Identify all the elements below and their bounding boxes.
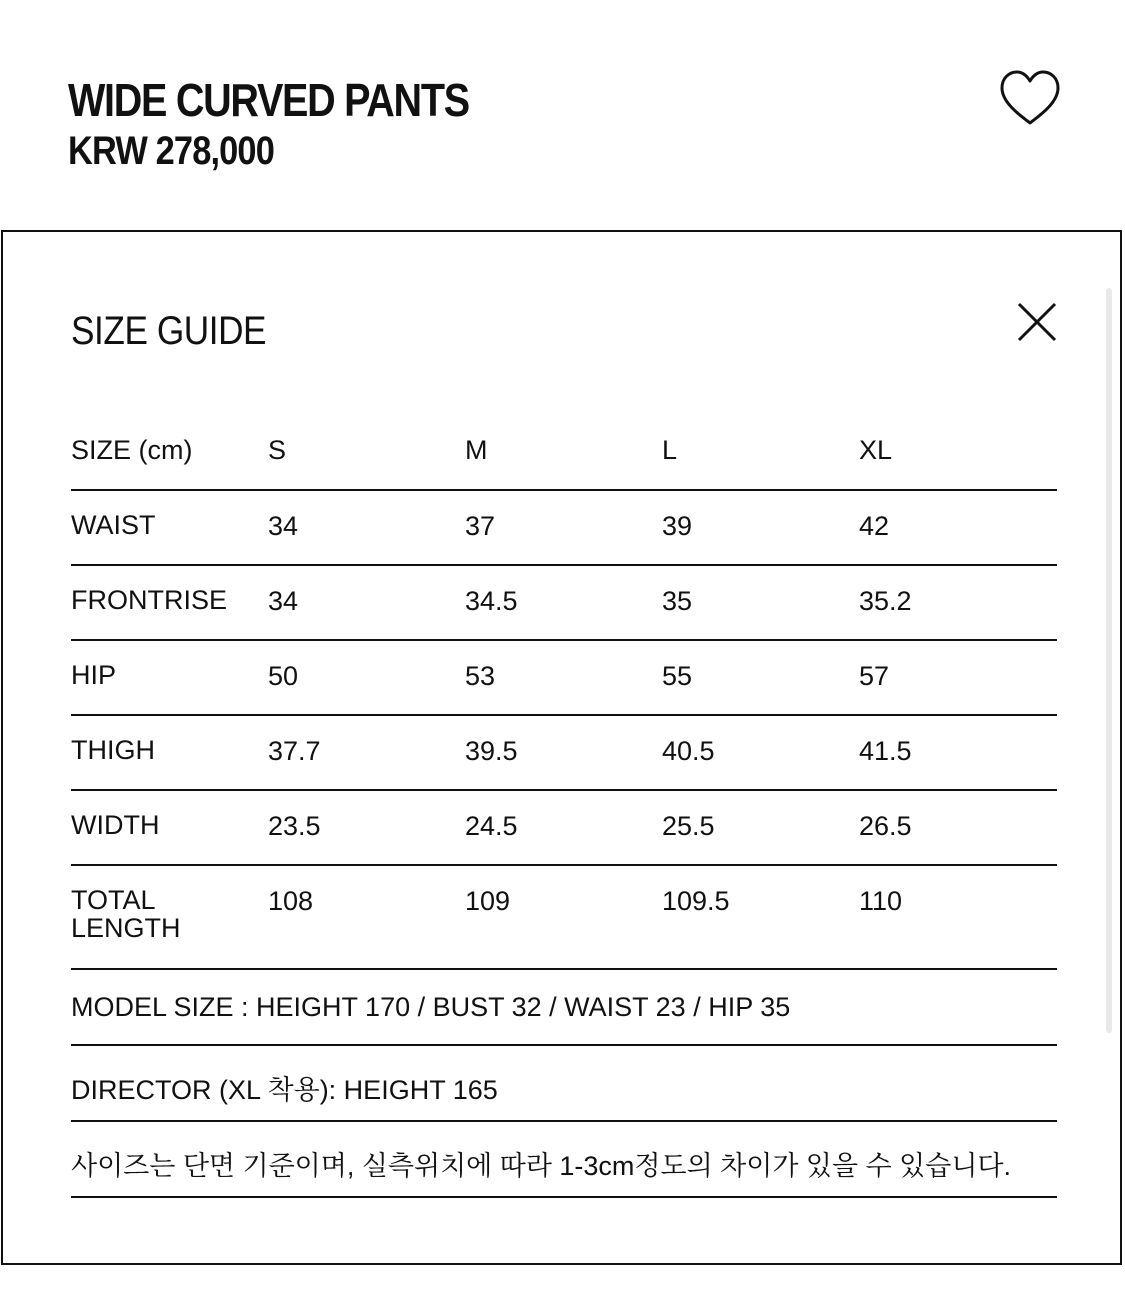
cell-value: 26.5 [859, 790, 1057, 865]
row-label-line: TOTAL [71, 885, 156, 915]
cell-value: 108 [268, 865, 465, 969]
header-size-m: M [465, 407, 662, 490]
cell-value: 57 [859, 640, 1057, 715]
cell-value: 39.5 [465, 715, 662, 790]
director-note: DIRECTOR (XL 착용): HEIGHT 165 [71, 1045, 1057, 1121]
cell-value: 34 [268, 565, 465, 640]
table-row [71, 865, 1057, 969]
cell-value: 35 [662, 565, 859, 640]
row-label: FRONTRISE [71, 565, 268, 640]
header-size-l: L [662, 407, 859, 490]
cell-value: 55 [662, 640, 859, 715]
table-row [71, 715, 1057, 790]
product-title: WIDE CURVED PANTS [68, 74, 469, 126]
cell-value: 34.5 [465, 565, 662, 640]
row-label [71, 865, 268, 969]
cell-value: 50 [268, 640, 465, 715]
cell-value: 42 [859, 490, 1057, 565]
cell-value: 24.5 [465, 790, 662, 865]
cell-value: 37.7 [268, 715, 465, 790]
cell-value: 109 [465, 865, 662, 969]
cell-value: 41.5 [859, 715, 1057, 790]
close-button[interactable] [1015, 300, 1059, 344]
size-guide-modal [1, 230, 1122, 1265]
row-label: THIGH [71, 715, 268, 790]
table-row [71, 790, 1057, 865]
model-size-note: MODEL SIZE : HEIGHT 170 / BUST 32 / WAIST 23 / HIP 35 [71, 969, 1057, 1045]
cell-value: 23.5 [268, 790, 465, 865]
row-label: HIP [71, 640, 268, 715]
disclaimer-note: 사이즈는 단면 기준이며, 실측위치에 따라 1-3cm정도의 차이가 있을 수 있습니다. [71, 1121, 1057, 1197]
cell-value: 37 [465, 490, 662, 565]
product-price: KRW 278,000 [68, 129, 274, 173]
table-row [71, 565, 1057, 640]
row-label-line: LENGTH [71, 913, 181, 943]
header-size-label: SIZE (cm) [71, 407, 268, 490]
note-row-model-size [71, 969, 1057, 1045]
cell-value: 110 [859, 865, 1057, 969]
note-row-disclaimer [71, 1121, 1057, 1197]
table-row [71, 490, 1057, 565]
size-guide-title: SIZE GUIDE [71, 309, 267, 353]
cell-value: 109.5 [662, 865, 859, 969]
table-row [71, 640, 1057, 715]
note-row-director [71, 1045, 1057, 1121]
scrollbar[interactable] [1106, 288, 1112, 1033]
size-table [71, 407, 1057, 1198]
cell-value: 34 [268, 490, 465, 565]
header-size-s: S [268, 407, 465, 490]
cell-value: 25.5 [662, 790, 859, 865]
cell-value: 35.2 [859, 565, 1057, 640]
row-label: WIDTH [71, 790, 268, 865]
cell-value: 53 [465, 640, 662, 715]
table-header-row [71, 407, 1057, 490]
heart-outline-icon [998, 68, 1062, 128]
cell-value: 40.5 [662, 715, 859, 790]
wishlist-button[interactable] [998, 68, 1062, 128]
row-label: WAIST [71, 490, 268, 565]
header-size-xl: XL [859, 407, 1057, 490]
close-x-icon [1015, 300, 1059, 344]
cell-value: 39 [662, 490, 859, 565]
